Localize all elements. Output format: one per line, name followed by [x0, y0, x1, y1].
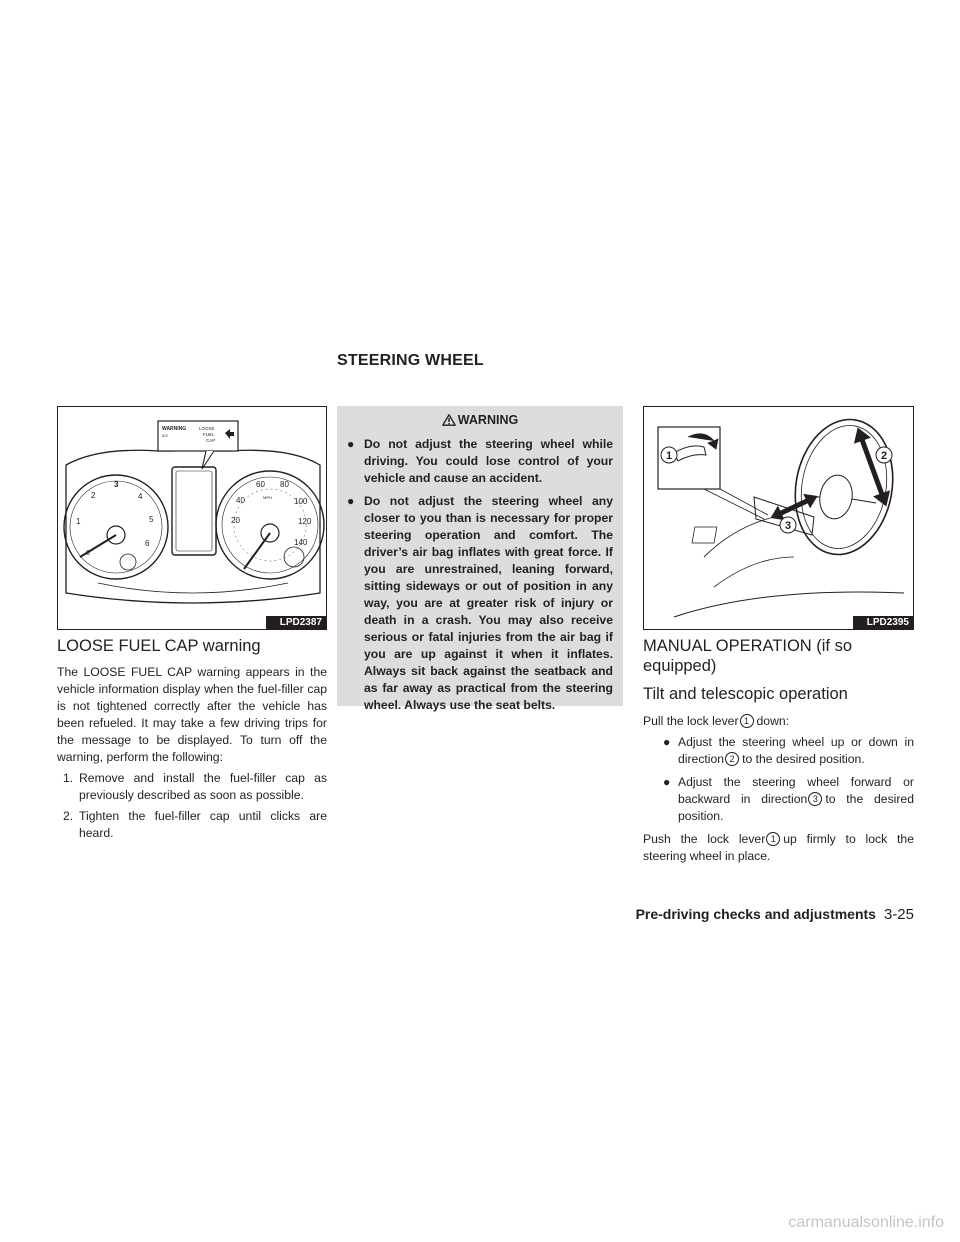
- manual-operation-heading: MANUAL OPERATION (if so equipped): [643, 637, 853, 675]
- step-text: Tighten the fuel-filler cap until clicks are heard.: [79, 809, 327, 840]
- step-circle-icon: 2: [725, 752, 739, 766]
- text-segment: up firmly to lock the steering wheel in place.: [643, 832, 914, 863]
- display-counter-text: 0/3: [162, 433, 168, 438]
- list-item: [57, 770, 327, 804]
- tilt-telescopic-heading: Tilt and telescopic operation: [643, 685, 848, 703]
- step-circle-icon: 3: [808, 792, 822, 806]
- warning-triangle-icon: [442, 414, 456, 426]
- display-msg-line1: LOOSE: [199, 426, 215, 431]
- callout-number: 3: [784, 520, 792, 532]
- display-msg-line2: FUEL: [203, 432, 215, 437]
- list-item: [643, 734, 914, 768]
- steering-wheel-illustration: [644, 407, 913, 629]
- tach-number: 1: [76, 517, 81, 526]
- warning-list: [347, 436, 613, 714]
- step-text: Remove and install the fuel-filler cap as previously described as soon as possible.: [79, 771, 327, 802]
- bullet: ●: [663, 775, 671, 789]
- manual-operation-section: [643, 636, 914, 865]
- tach-number: 4: [138, 492, 143, 501]
- warning-item-text: Do not adjust the steering wheel any closer to you than is necessary for proper steering operation and comfort. The driver’s air bag inflates with great force. If you are unrestrained, leaning forward, sitting sideways or out of position in any way, you are at greater risk of injury or death in a crash. You may also receive serious or fatal injuries from the air bag if you are up against it when it inflates. Always sit back against the seatback and as far away as practical from the steering wheel. Always use the seat belts.: [364, 494, 613, 712]
- instruction-steps: [57, 770, 327, 842]
- text-segment: to the desired position.: [742, 752, 865, 766]
- warning-title: [347, 410, 613, 430]
- bullet: ●: [347, 494, 355, 508]
- instrument-cluster-illustration: [58, 407, 326, 629]
- bullet: ●: [347, 437, 355, 451]
- speedo-number: 100: [294, 497, 308, 506]
- text-segment: Adjust the steering wheel up or down in direction: [678, 735, 914, 766]
- loose-fuel-cap-paragraph: The LOOSE FUEL CAP warning appears in the vehicle information display when the fuel-filler cap is not tightened correctly after the vehicle has been refueled. It may take a few driving trips for the message to be displayed. To turn off the warning, perform the following:: [57, 665, 327, 764]
- list-item: [347, 436, 613, 487]
- text-segment: Pull the lock lever: [643, 714, 739, 728]
- list-item: [57, 808, 327, 842]
- page-footer: [636, 906, 914, 924]
- speedo-number: 140: [294, 538, 308, 547]
- callout-number: 1: [665, 450, 673, 462]
- text-segment: Push the lock lever: [643, 832, 766, 846]
- speedo-unit: MPH: [263, 495, 272, 500]
- push-lock-lever-text: [643, 831, 914, 865]
- display-warning-text: WARNING: [162, 426, 187, 432]
- step-number: 1.: [63, 771, 74, 785]
- warning-box: [337, 406, 623, 712]
- tach-number: 2: [91, 491, 96, 500]
- step-circle-icon: 1: [766, 832, 780, 846]
- speedo-number: 80: [280, 480, 289, 489]
- list-item: [347, 493, 613, 714]
- text-segment: to the desired position.: [678, 792, 914, 823]
- page-number: 3-25: [883, 906, 914, 923]
- text-segment: Adjust the steering wheel forward or backward in direction: [678, 775, 914, 806]
- instrument-cluster-figure: [57, 406, 327, 630]
- figure-label: LPD2395: [853, 616, 913, 629]
- warning-title-text: WARNING: [457, 413, 519, 427]
- text-segment: down:: [756, 714, 790, 728]
- tach-number: 3: [114, 480, 119, 489]
- speedo-number: 40: [236, 496, 245, 505]
- figure-label: LPD2387: [266, 616, 326, 629]
- footer-section-title: Pre-driving checks and adjustments: [635, 906, 876, 922]
- adjustment-list: [643, 734, 914, 825]
- speedo-number: 20: [231, 516, 240, 525]
- warning-item-text: Do not adjust the steering wheel while driving. You could lose control of your vehicle and cause an accident.: [364, 437, 613, 485]
- pull-lock-lever-text: [643, 713, 914, 730]
- tach-number: 6: [145, 539, 150, 548]
- bullet: ●: [663, 735, 671, 749]
- callout-number: 2: [880, 450, 888, 462]
- speedo-number: 120: [298, 517, 312, 526]
- display-msg-line3: CAP: [206, 438, 216, 443]
- tach-number: 0: [86, 550, 90, 557]
- step-circle-icon: 1: [740, 714, 754, 728]
- steering-wheel-figure: [643, 406, 914, 630]
- list-item: [643, 774, 914, 825]
- section-title: STEERING WHEEL: [337, 352, 484, 369]
- speedo-number: 60: [256, 480, 265, 489]
- loose-fuel-cap-heading: LOOSE FUEL CAP warning: [57, 637, 261, 655]
- tach-number: 5: [149, 515, 154, 524]
- loose-fuel-cap-section: [57, 636, 327, 846]
- step-number: 2.: [63, 809, 74, 823]
- watermark: carmanualsonline.info: [788, 1214, 944, 1231]
